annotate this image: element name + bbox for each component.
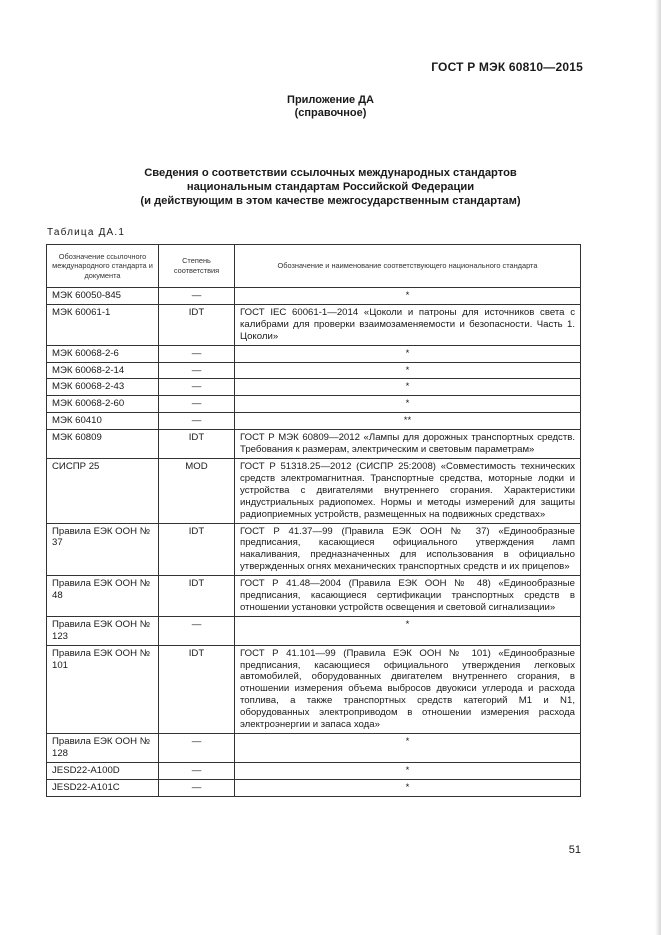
degree-cell: — <box>159 734 235 763</box>
degree-cell: IDT <box>159 576 235 617</box>
national-standard-cell: ГОСТ IEC 60061-1—2014 «Цоколи и патроны для источников света с калибрами для проверки взаимозаменяемости и безопасности. Часть 1. Цоколи» <box>235 304 581 345</box>
header-degree: Степень соответствия <box>159 245 235 288</box>
national-standard-cell: * <box>235 762 581 779</box>
table-row <box>47 396 581 413</box>
degree-cell: — <box>159 396 235 413</box>
reference-standard-cell: МЭК 60061-1 <box>47 304 159 345</box>
national-standard-cell: * <box>235 779 581 796</box>
table-row <box>47 762 581 779</box>
table-row <box>47 345 581 362</box>
national-standard-cell: ГОСТ Р 41.48—2004 (Правила ЕЭК ООН № 48) «Единообразные предписания, касающиеся сертификации транспортных средств в отношении установки устройств освещения и световой сигнализации» <box>235 576 581 617</box>
reference-standard-cell: МЭК 60068-2-43 <box>47 379 159 396</box>
table-row <box>47 523 581 576</box>
degree-cell: — <box>159 762 235 779</box>
national-standard-cell: * <box>235 734 581 763</box>
national-standard-cell: ** <box>235 413 581 430</box>
heading-line-1: Сведения о соответствии ссылочных международных стандартов <box>144 167 517 179</box>
reference-standard-cell: Правила ЕЭК ООН № 37 <box>47 523 159 576</box>
table-row <box>47 362 581 379</box>
appendix-note: (справочное) <box>294 107 367 119</box>
page-number: 51 <box>568 844 581 856</box>
reference-standard-cell: МЭК 60068-2-6 <box>47 345 159 362</box>
national-standard-cell: * <box>235 396 581 413</box>
reference-standard-cell: МЭК 60068-2-14 <box>47 362 159 379</box>
table-row <box>47 379 581 396</box>
national-standard-cell: * <box>235 616 581 645</box>
degree-cell: IDT <box>159 523 235 576</box>
degree-cell: MOD <box>159 458 235 523</box>
degree-cell: IDT <box>159 304 235 345</box>
table-row <box>47 645 581 733</box>
header-national-standard: Обозначение и наименование соответствующего национального стандарта <box>235 245 581 288</box>
table-row <box>47 304 581 345</box>
degree-cell: IDT <box>159 430 235 459</box>
document-code: ГОСТ Р МЭК 60810—2015 <box>431 60 583 74</box>
reference-standard-cell: МЭК 60050-845 <box>47 288 159 305</box>
degree-cell: IDT <box>159 645 235 733</box>
national-standard-cell: ГОСТ Р МЭК 60809—2012 «Лампы для дорожных транспортных средств. Требования к размерам, электрическим и световым параметрам» <box>235 430 581 459</box>
table-row <box>47 779 581 796</box>
degree-cell: — <box>159 362 235 379</box>
table-row <box>47 288 581 305</box>
table-row <box>47 734 581 763</box>
reference-standard-cell: МЭК 60068-2-60 <box>47 396 159 413</box>
table-body <box>47 288 581 797</box>
page-edge-shadow <box>655 0 661 935</box>
national-standard-cell: * <box>235 362 581 379</box>
degree-cell: — <box>159 413 235 430</box>
table-row <box>47 616 581 645</box>
national-standard-cell: ГОСТ Р 51318.25—2012 (СИСПР 25:2008) «Совместимость технических средств электромагнитная. Транспортные средства, моторные лодки и устройства с двигателями внутреннего сгорания. Характеристики индустриальных радиопомех. Нормы и методы измерений для защиты радиоприемных устройств, размещенных на подвижных средствах» <box>235 458 581 523</box>
degree-cell: — <box>159 379 235 396</box>
table-label: Таблица ДА.1 <box>47 227 126 238</box>
reference-standard-cell: Правила ЕЭК ООН № 101 <box>47 645 159 733</box>
appendix-title: Приложение ДА <box>287 94 374 106</box>
reference-standard-cell: Правила ЕЭК ООН № 48 <box>47 576 159 617</box>
reference-standard-cell: JESD22-A101C <box>47 779 159 796</box>
heading-line-2: национальным стандартам Российской Федерации <box>186 181 475 193</box>
degree-cell: — <box>159 345 235 362</box>
table-header-row <box>47 245 581 288</box>
reference-standard-cell: Правила ЕЭК ООН № 128 <box>47 734 159 763</box>
table-row <box>47 458 581 523</box>
reference-standard-cell: JESD22-A100D <box>47 762 159 779</box>
degree-cell: — <box>159 288 235 305</box>
table-row <box>47 413 581 430</box>
reference-standard-cell: Правила ЕЭК ООН № 123 <box>47 616 159 645</box>
national-standard-cell: * <box>235 379 581 396</box>
reference-standard-cell: МЭК 60809 <box>47 430 159 459</box>
appendix-heading <box>0 94 661 120</box>
table-row <box>47 430 581 459</box>
national-standard-cell: * <box>235 288 581 305</box>
heading-line-3: (и действующим в этом качестве межгосударственным стандартам) <box>140 195 521 207</box>
degree-cell: — <box>159 616 235 645</box>
header-reference-standard: Обозначение ссылочного международного стандарта и документа <box>47 245 159 288</box>
degree-cell: — <box>159 779 235 796</box>
correspondence-table <box>46 244 581 797</box>
table-row <box>47 576 581 617</box>
national-standard-cell: * <box>235 345 581 362</box>
national-standard-cell: ГОСТ Р 41.37—99 (Правила ЕЭК ООН № 37) «Единообразные предписания, касающиеся официального утверждения ламп накаливания, предназначенных для использования в официально утвержденных огнях механических транспортных средств и их прицепов» <box>235 523 581 576</box>
reference-standard-cell: МЭК 60410 <box>47 413 159 430</box>
national-standard-cell: ГОСТ Р 41.101—99 (Правила ЕЭК ООН № 101) «Единообразные предписания, касающиеся официального утверждения легковых автомобилей, оборудованных двигателем внутреннего сгорания, в отношении измерения объема выбросов двуокиси углерода и расхода топлива, а также транспортных средств категорий M1 и N1, оборудованных электроприводом в отношении измерения расхода электроэнергии и запаса хода» <box>235 645 581 733</box>
reference-standard-cell: СИСПР 25 <box>47 458 159 523</box>
section-heading <box>0 166 661 208</box>
